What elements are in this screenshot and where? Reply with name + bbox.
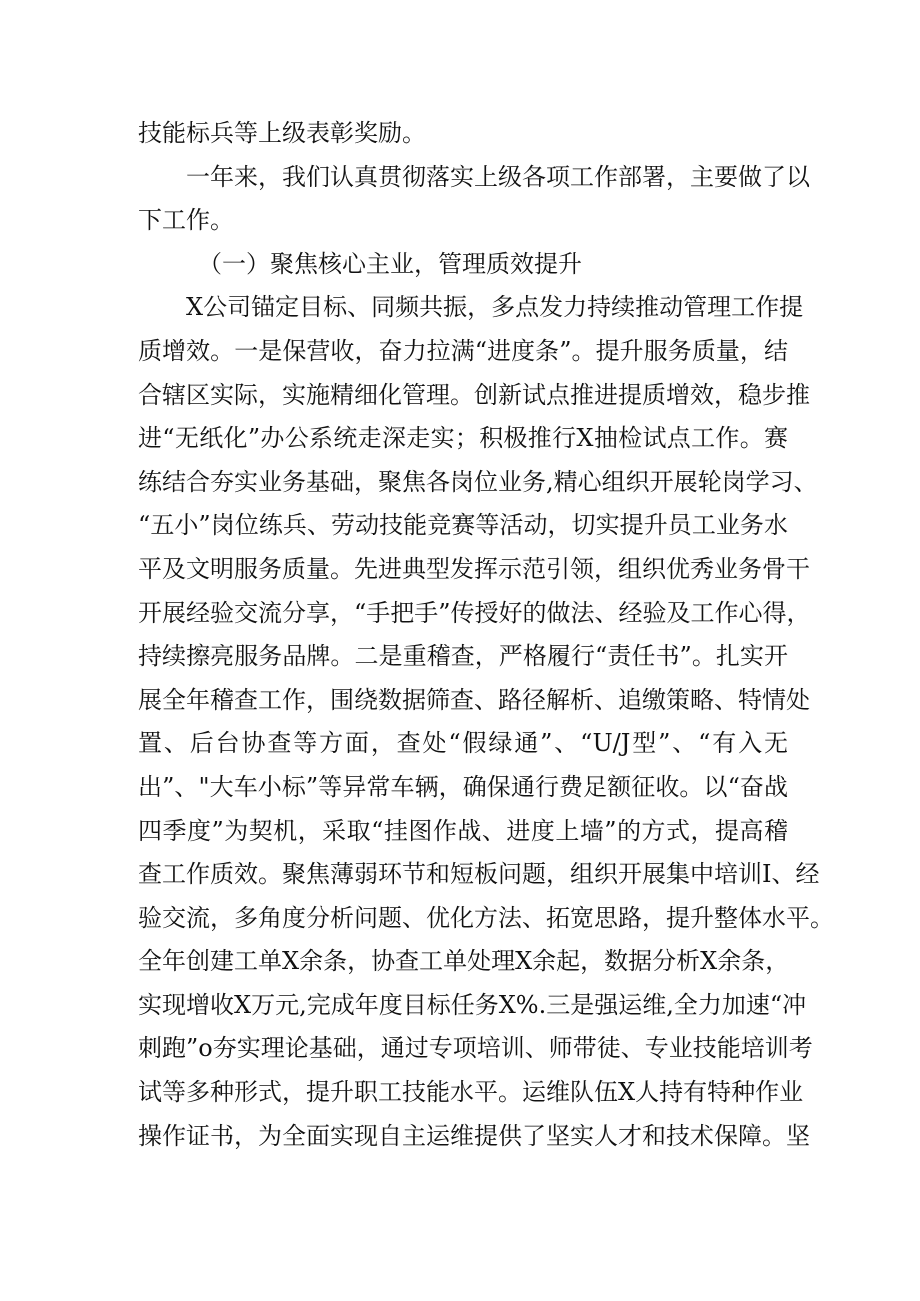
- text-line: 试等多种形式，提升职工技能水平。运维队伍X人持有特种作业: [138, 1078, 804, 1107]
- document-body: [138, 112, 834, 1158]
- text-line: 实现增收X万元,完成年度目标任务X%.三是强运维,全力加速“冲: [138, 990, 807, 1019]
- paragraph-start-line: 一年来，我们认真贯彻落实上级各项工作部署，主要做了以: [186, 162, 810, 191]
- text-line: 进“无纸化”办公系统走深走实；积极推行X抽检试点工作。赛: [138, 424, 788, 453]
- text-line: 技能标兵等上级表彰奖励。: [138, 119, 426, 147]
- text-line: 合辖区实际，实施精细化管理。创新试点推进提质增效，稳步推: [138, 380, 810, 409]
- text-line: 全年创建工单X余条，协查工单处理X余起，数据分析X余条，: [138, 947, 790, 976]
- text-line: 持续擦亮服务品牌。二是重稽查，严格履行“责任书”。扎实开: [138, 642, 788, 671]
- section-heading: （一）聚焦核心主业，管理质效提升: [198, 249, 582, 278]
- text-line: 操作证书，为全面实现自主运维提供了坚实人才和技术保障。坚: [138, 1121, 810, 1150]
- paragraph-start-line: X公司锚定目标、同频共振，多点发力持续推动管理工作提: [186, 293, 804, 322]
- text-line: 四季度”为契机，采取“挂图作战、进度上墙”的方式，提高稽: [138, 816, 788, 845]
- text-line: 质增效。一是保营收，奋力拉满“进度条”。提升服务质量，结: [138, 336, 788, 365]
- text-line: “五小”岗位练兵、劳动技能竞赛等活动，切实提升员工业务水: [138, 511, 788, 540]
- text-line: 开展经验交流分享，“手把手”传授好的做法、经验及工作心得，: [138, 598, 811, 627]
- text-line: 验交流，多角度分析问题、优化方法、拓宽思路，提升整体水平。: [138, 903, 834, 932]
- text-line: 练结合夯实业务基础，聚焦各岗位业务,精心组织开展轮岗学习、: [138, 467, 818, 496]
- text-line: 平及文明服务质量。先进典型发挥示范引领，组织优秀业务骨干: [138, 554, 810, 583]
- text-line: 出”、"大车小标”等异常车辆，确保通行费足额征收。以“奋战: [138, 772, 788, 801]
- text-line: 置、后台协查等方面，查处“假绿通”、“U/J型”、“有入无: [138, 729, 788, 758]
- text-line: 刺跑”o夯实理论基础，通过专项培训、师带徒、专业技能培训考: [138, 1034, 813, 1063]
- text-line: 展全年稽查工作，围绕数据筛查、路径解析、追缴策略、特情处: [138, 685, 810, 714]
- text-line: 下工作。: [138, 206, 234, 235]
- text-line: 查工作质效。聚焦薄弱环节和短板问题，组织开展集中培训I、经: [138, 860, 820, 889]
